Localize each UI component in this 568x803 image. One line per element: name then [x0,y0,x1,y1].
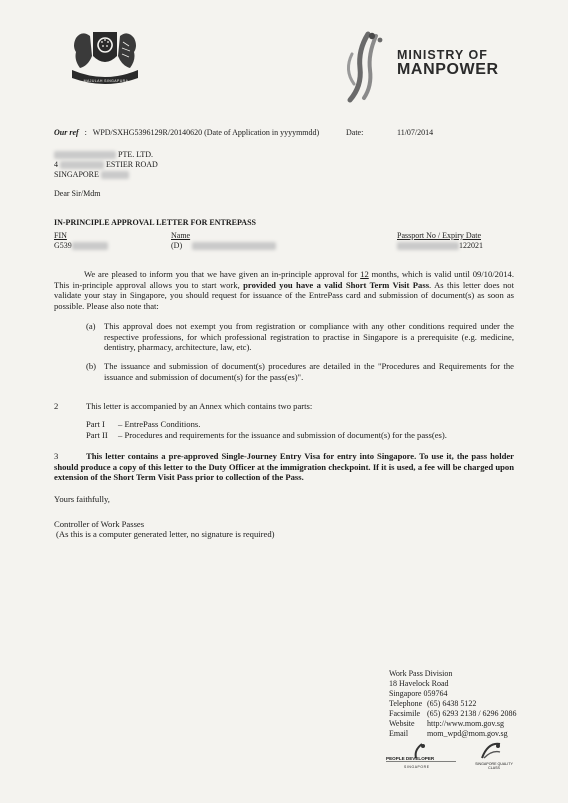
footer-division: Work Pass Division [389,669,453,678]
list-item-marker: (b) [86,361,97,371]
list-item-marker: (a) [86,321,96,331]
redacted-company [54,151,116,159]
list-item: This approval does not exempt you from registration or compliance with any other conditions required under the respective professions, for which professional registration to practise in Singapore is a prerequisite (e.g. medicine, dentistry, pharmacy, architecture, law, etc). [104,321,514,353]
part-text: – EntrePass Conditions. [118,419,201,429]
footer-website-label: Website [389,719,415,728]
ref-colon: : [84,128,87,137]
signatory-note: (As this is a computer generated letter, no signature is required) [56,529,275,539]
list-item: The issuance and submission of document(s) procedures are detailed in the "Procedures and Requirements for the issuance and submission of document(s) for the pass(es)". [104,361,514,382]
quality-class-text: SINGAPORE QUALITY CLASS [475,762,513,771]
signatory: Controller of Work Passes [54,519,145,529]
passport-value: 122021 [397,241,483,251]
footer-email: mom_wpd@mom.gov.sg [427,729,508,738]
redacted-postal [101,171,129,179]
paragraph-3: This letter contains a pre-approved Single-Journey Entry Visa for entry into Singapore. To use it, the pass holder should produce a copy of this letter to the Duty Officer at the immigration checkpoint. If it is used, a fee will be charged upon extension of the Short Term Visit Pass prior to collection of the Pass. [54,451,514,483]
part-text: – Procedures and requirements for the issuance and submission of document(s) for the pass(es). [118,430,447,440]
address-line3: SINGAPORE [54,170,129,180]
redacted-street [60,161,104,169]
redacted-fin [72,242,108,250]
footer-facsimile: (65) 6293 2138 / 6296 2086 [427,709,517,718]
part-label: Part II [86,430,108,440]
ref-value: WPD/SXHG5396129R/20140620 (Date of Application in yyyymmdd) [92,128,320,137]
footer-address1: 18 Havelock Road [389,679,449,688]
footer-telephone: (65) 6438 5122 [427,699,477,708]
people-developer-text: PEOPLE DEVELOPER [386,756,435,761]
footer-email-label: Email [389,729,409,738]
part-label: Part I [86,419,105,429]
approval-months: 12 [360,269,369,279]
mom-logo-icon [338,30,388,104]
closing: Yours faithfully, [54,494,110,504]
singapore-quality-class-logo-icon [478,740,504,762]
passport-label: Passport No / Expiry Date [397,231,481,240]
address-line2: 4 ESTIER ROAD [54,160,158,169]
ministry-name-line2: MANPOWER [397,61,499,78]
address-line1: PTE. LTD. [54,150,153,160]
paragraph-1: We are pleased to inform you that we have given an in-principle approval for 12 months, which is valid until 09/10/2014. This in-principle approval allows you to start work, provided you have a valid Short Term Visit Pass. As this letter does not validate your stay in Singapore, you should request for issuance of the EntrePass card and submission of document(s) as soon as possible. Please also note that: [54,269,514,311]
short-term-visit-pass-note: provided you have a valid Short Term Visit Pass [243,279,430,290]
footer-address2: Singapore 059764 [389,689,448,698]
salutation: Dear Sir/Mdm [54,189,101,198]
paragraph-3-number: 3 [54,451,59,461]
fin-value: G539 [54,241,108,251]
paragraph-2: This letter is accompanied by an Annex which contains two parts: [86,401,313,411]
name-label: Name [171,231,191,240]
redacted-passport [397,242,459,250]
ministry-name-line1: MINISTRY OF [397,48,488,62]
footer-facsimile-label: Facsimile [389,709,421,718]
paragraph-2-number: 2 [54,401,59,411]
reference-row [54,128,514,138]
people-developer-sub: SINGAPORE [404,765,430,769]
redacted-name [192,242,276,250]
letter-title: IN-PRINCIPLE APPROVAL LETTER FOR ENTREPASS [54,218,256,227]
footer-telephone-label: Telephone [389,699,423,708]
crest-motto: MAJULAH SINGAPURA [83,79,129,83]
date-value: 11/07/2014 [397,128,434,137]
ref-label: Our ref [54,128,79,137]
date-label: Date: [346,128,364,137]
fin-label: FIN [54,231,67,240]
name-value: (D) [171,241,276,251]
footer-website: http://www.mom.gov.sg [427,719,504,728]
